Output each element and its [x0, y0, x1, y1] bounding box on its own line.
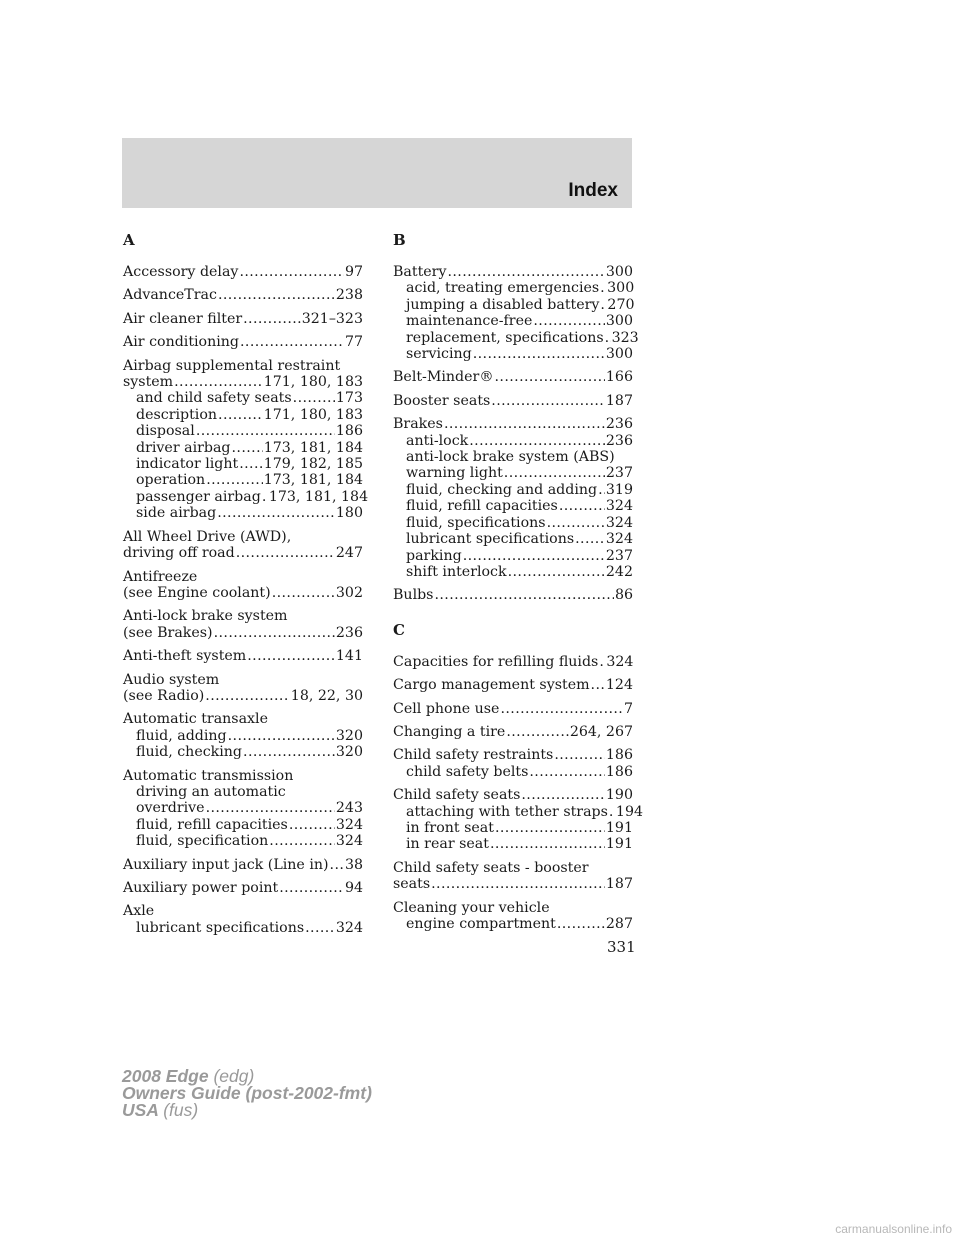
entry-label: fluid, checking and adding: [406, 481, 598, 498]
index-entry: [393, 587, 633, 603]
entry-page-ref: 300: [607, 280, 635, 297]
entry-label: fluid, specifications: [406, 514, 546, 531]
entry-page-ref: 18, 22, 30: [290, 687, 363, 704]
entry-label: fluid, refill capacities: [406, 498, 558, 515]
dot-leader: [600, 280, 606, 296]
index-subentry: [123, 800, 363, 816]
dot-leader: [591, 677, 605, 693]
entry-label: Cell phone use: [393, 700, 500, 717]
entry-label: Airbag supplemental restraint: [123, 357, 341, 374]
footer-line-2: Owners Guide (post-2002-fmt): [122, 1083, 372, 1103]
index-subentry: [123, 784, 363, 800]
dot-leader: [473, 346, 605, 362]
entry-page-ref: 300: [605, 313, 633, 330]
index-entry: [393, 369, 633, 385]
entry-label: Cargo management system: [393, 677, 590, 694]
dot-leader: [232, 440, 263, 456]
entry-page-ref: 124: [605, 677, 633, 694]
entry-label: Anti-lock brake system: [123, 608, 288, 625]
entry-label: Axle: [123, 903, 155, 920]
entry-label: seats: [393, 876, 431, 893]
index-subentry: [123, 505, 363, 521]
entry-page-ref: 97: [344, 264, 363, 280]
entry-label: in rear seat: [406, 836, 489, 853]
index-entry: [123, 903, 363, 936]
entry-label: Battery: [393, 264, 447, 280]
index-entry-line: [393, 876, 633, 892]
entry-page-ref: 324: [335, 833, 363, 850]
dot-leader: [214, 625, 335, 641]
entry-page-ref: 287: [605, 916, 633, 932]
entry-label: lubricant specifications: [136, 919, 305, 936]
index-subentry: [393, 346, 633, 362]
entry-page-ref: 173, 181, 184: [268, 488, 369, 505]
dot-leader: [495, 820, 605, 836]
entry-label: (see Brakes): [123, 624, 213, 641]
entry-label: Air conditioning: [123, 334, 239, 351]
index-subentry: [123, 833, 363, 849]
index-entry-line: [123, 903, 363, 919]
index-subentry: [393, 531, 633, 547]
dot-leader: [279, 880, 344, 896]
entry-label: driver airbag: [136, 439, 231, 456]
dot-leader: [609, 804, 615, 820]
entry-label: side airbag: [136, 505, 217, 522]
page-title: Index: [568, 180, 618, 201]
index-subentry: [123, 390, 363, 406]
index-subentry: [393, 433, 633, 449]
index-column-right: [393, 231, 644, 939]
entry-page-ref: 186: [335, 423, 363, 440]
document-footer: [122, 1068, 372, 1119]
entry-page-ref: 324: [335, 816, 363, 833]
index-entry-line: [123, 672, 363, 688]
entry-page-ref: 186: [605, 747, 633, 764]
entry-label: Anti-theft system: [123, 648, 247, 665]
footer-model: 2008 Edge: [122, 1066, 209, 1086]
entry-label: maintenance-free: [406, 313, 533, 330]
index-entry: [393, 677, 633, 693]
dot-leader: [431, 876, 605, 892]
dot-leader: [598, 482, 605, 498]
index-subentry: [393, 280, 633, 296]
index-entry: [123, 880, 363, 896]
entry-page-ref: 324: [606, 653, 634, 670]
dot-leader: [575, 531, 605, 547]
index-subentry: [123, 440, 363, 456]
index-entry: [393, 654, 633, 670]
dot-leader: [508, 564, 605, 580]
entry-label: Air cleaner filter: [123, 310, 243, 327]
entry-page-ref: 77: [344, 334, 363, 351]
entry-label: description: [136, 406, 218, 423]
dot-leader: [500, 701, 623, 717]
index-subentry: [393, 515, 633, 531]
index-entry-line: [393, 654, 633, 670]
entry-page-ref: 323: [611, 329, 639, 346]
dot-leader: [600, 297, 606, 313]
dot-leader: [490, 836, 605, 852]
index-entry-line: [393, 860, 633, 876]
index-subentry: [123, 407, 363, 423]
entry-label: Automatic transmission: [123, 767, 294, 784]
entry-label: driving off road: [123, 545, 235, 562]
dot-leader: [205, 688, 290, 704]
entry-label: servicing: [406, 346, 472, 363]
entry-label: Audio system: [123, 671, 220, 688]
index-entry-line: [123, 545, 363, 561]
index-entry-line: [123, 569, 363, 585]
dot-leader: [463, 548, 605, 564]
entry-page-ref: 187: [605, 392, 633, 409]
entry-label: Bulbs: [393, 587, 434, 604]
dot-leader: [533, 313, 605, 329]
dot-leader: [262, 489, 268, 505]
index-entry-line: [123, 529, 363, 545]
index-entry-line: [123, 857, 363, 873]
dot-leader: [289, 817, 335, 833]
entry-page-ref: 321–323: [301, 310, 363, 327]
entry-page-ref: 190: [605, 787, 633, 804]
entry-page-ref: 187: [605, 876, 633, 893]
index-subentry: [123, 423, 363, 439]
footer-market: USA: [122, 1100, 159, 1120]
entry-label: fluid, checking: [136, 744, 243, 761]
entry-page-ref: 324: [605, 498, 633, 515]
index-entry-line: [123, 608, 363, 624]
entry-label: engine compartment: [406, 916, 556, 932]
entry-page-ref: 243: [335, 800, 363, 817]
dot-leader: [447, 264, 604, 280]
index-entry-line: [393, 900, 633, 916]
dot-leader: [559, 498, 605, 514]
entry-page-ref: 173, 181, 184: [263, 472, 363, 489]
entry-label: indicator light: [136, 456, 239, 473]
entry-label: AdvanceTrac: [123, 287, 217, 304]
dot-leader: [218, 407, 263, 423]
entry-page-ref: 300: [605, 346, 633, 363]
index-entry: [393, 860, 633, 893]
entry-label: warning light: [406, 465, 503, 482]
index-subentry: [123, 744, 363, 760]
index-section-letter: C: [393, 620, 405, 639]
entry-page-ref: 319: [605, 481, 633, 498]
dot-leader: [240, 334, 344, 350]
entry-label: fluid, refill capacities: [136, 816, 288, 833]
dot-leader: [495, 369, 605, 385]
index-entry-line: [393, 587, 633, 603]
index-subentry: [393, 836, 633, 852]
index-entry: [393, 724, 633, 740]
index-entry-line: [393, 747, 633, 763]
entry-page-ref: 264, 267: [569, 723, 633, 740]
entry-page-ref: 7: [623, 700, 633, 717]
index-entry-line: [123, 711, 363, 727]
entry-page-ref: 302: [335, 584, 363, 601]
index-subentry: [393, 548, 633, 564]
dot-leader: [521, 787, 605, 803]
entry-page-ref: 324: [605, 531, 633, 548]
entry-label: child safety belts: [406, 763, 529, 780]
entry-label: Brakes: [393, 416, 443, 433]
index-subentry: [123, 488, 369, 505]
entry-label: Auxiliary power point: [123, 880, 279, 896]
entry-label: jumping a disabled battery: [406, 296, 600, 313]
index-subentry: [393, 329, 639, 346]
dot-leader: [217, 505, 335, 521]
entry-page-ref: 191: [605, 836, 633, 853]
index-column-left: [123, 231, 369, 943]
dot-leader: [293, 390, 335, 406]
index-entry: [123, 357, 369, 522]
dot-leader: [557, 916, 605, 932]
index-entry-line: [123, 648, 363, 664]
index-subentry: [393, 820, 633, 836]
dot-leader: [243, 311, 301, 327]
index-entry-line: [393, 724, 633, 740]
index-entry-line: [123, 358, 363, 374]
index-entry: [393, 393, 633, 409]
entry-page-ref: 300: [605, 264, 633, 280]
watermark: carmanualsonline.info: [835, 1222, 952, 1236]
entry-page-ref: 238: [335, 287, 363, 304]
entry-page-ref: 173: [335, 390, 363, 407]
index-entry-line: [123, 768, 363, 784]
index-entry: [393, 701, 633, 717]
index-subentry: [393, 313, 633, 329]
entry-page-ref: 320: [335, 744, 363, 761]
index-subentry: [123, 920, 363, 936]
entry-label: Auxiliary input jack (Line in): [123, 856, 329, 873]
entry-label: Accessory delay: [123, 264, 239, 280]
entry-page-ref: 94: [344, 880, 363, 896]
index-entry: [123, 529, 363, 562]
index-entry-line: [123, 625, 363, 641]
page-number: 331: [607, 938, 636, 956]
dot-leader: [236, 545, 335, 561]
index-entry-line: [393, 787, 633, 803]
entry-page-ref: 324: [605, 514, 633, 531]
entry-page-ref: 236: [605, 416, 633, 433]
entry-page-ref: 320: [335, 727, 363, 744]
index-entry: [123, 608, 363, 641]
entry-page-ref: 141: [335, 648, 363, 665]
entry-label: Antifreeze: [123, 568, 198, 585]
entry-page-ref: 237: [605, 547, 633, 564]
header-band: [122, 138, 632, 208]
entry-page-ref: 171, 180, 183: [263, 374, 363, 391]
index-entry-line: [393, 369, 633, 385]
entry-label: lubricant specifications: [406, 531, 575, 548]
entry-label: driving an automatic: [136, 783, 286, 800]
dot-leader: [272, 585, 335, 601]
index-subentry: [393, 465, 633, 481]
index-entry-line: [123, 688, 363, 704]
entry-page-ref: 171, 180, 183: [263, 406, 363, 423]
index-subentry: [393, 482, 633, 498]
dot-leader: [206, 800, 335, 816]
index-entry: [123, 857, 363, 873]
index-subentry: [393, 803, 644, 820]
entry-label: attaching with tether straps: [406, 803, 608, 820]
index-entry-line: [393, 393, 633, 409]
index-subentry: [393, 297, 633, 313]
entry-page-ref: 194: [615, 803, 644, 820]
dot-leader: [305, 920, 335, 936]
dot-leader: [554, 747, 605, 763]
dot-leader: [330, 857, 344, 873]
index-subentry: [123, 472, 363, 488]
dot-leader: [206, 472, 263, 488]
entry-page-ref: 236: [605, 432, 633, 449]
entry-label: operation: [136, 472, 206, 489]
entry-label: Changing a tire: [393, 723, 506, 740]
dot-leader: [243, 744, 335, 760]
entry-label: system: [123, 374, 174, 391]
index-entry: [123, 311, 363, 327]
index-entry-line: [123, 334, 363, 350]
dot-leader: [444, 416, 605, 432]
entry-page-ref: 242: [605, 563, 633, 580]
entry-label: acid, treating emergencies: [406, 280, 600, 297]
index-subentry: [393, 916, 633, 932]
entry-page-ref: 236: [335, 624, 363, 641]
index-entry: [123, 287, 363, 303]
index-entry: [393, 900, 633, 933]
index-entry: [393, 416, 633, 580]
entry-label: passenger airbag: [136, 488, 261, 505]
index-subentry: [393, 449, 633, 465]
index-subentry: [393, 498, 633, 514]
entry-label: All Wheel Drive (AWD),: [123, 528, 292, 545]
entry-label: Automatic transaxle: [123, 711, 268, 728]
entry-label: fluid, specification: [136, 833, 269, 850]
entry-label: replacement, specifications: [406, 329, 604, 346]
dot-leader: [506, 724, 568, 740]
entry-page-ref: 186: [605, 763, 633, 780]
index-entry-line: [123, 287, 363, 303]
index-subentry: [393, 764, 633, 780]
index-entry-line: [393, 416, 633, 432]
dot-leader: [469, 433, 605, 449]
entry-page-ref: 237: [605, 465, 633, 482]
index-entry: [393, 264, 639, 363]
footer-line-3: [122, 1102, 372, 1119]
index-entry: [123, 264, 363, 280]
dot-leader: [196, 423, 335, 439]
index-entry: [393, 787, 644, 853]
entry-page-ref: 166: [605, 369, 633, 386]
dot-leader: [247, 648, 335, 664]
dot-leader: [239, 264, 344, 280]
dot-leader: [174, 374, 263, 390]
dot-leader: [434, 587, 613, 603]
dot-leader: [529, 764, 605, 780]
entry-label: anti-lock brake system (ABS): [406, 449, 615, 466]
entry-label: shift interlock: [406, 563, 507, 580]
entry-label: Capacities for refilling fluids: [393, 653, 599, 670]
index-entry: [123, 768, 363, 850]
index-entry: [123, 648, 363, 664]
entry-label: anti-lock: [406, 432, 469, 449]
entry-page-ref: 247: [335, 545, 363, 562]
index-entry-line: [393, 701, 633, 717]
entry-label: Child safety restraints: [393, 747, 554, 764]
dot-leader: [599, 654, 605, 670]
entry-label: (see Engine coolant): [123, 584, 271, 601]
entry-label: parking: [406, 547, 462, 564]
footer-market-code: (fus): [163, 1100, 199, 1120]
entry-page-ref: 270: [607, 296, 635, 313]
entry-page-ref: 324: [335, 919, 363, 936]
index-subentry: [123, 817, 363, 833]
entry-label: and child safety seats: [136, 390, 292, 407]
entry-label: fluid, adding: [136, 727, 227, 744]
dot-leader: [228, 728, 335, 744]
entry-page-ref: 191: [605, 819, 633, 836]
footer-model-code: (edg): [213, 1066, 255, 1086]
index-entry: [123, 334, 363, 350]
entry-label: Child safety seats: [393, 787, 521, 804]
index-entry-line: [123, 264, 363, 280]
dot-leader: [504, 465, 605, 481]
dot-leader: [605, 330, 611, 346]
entry-label: Belt-Minder®: [393, 369, 494, 386]
entry-label: (see Radio): [123, 687, 205, 704]
entry-label: Child safety seats - booster: [393, 859, 589, 876]
index-entry-line: [393, 264, 633, 280]
index-entry-line: [123, 374, 363, 390]
entry-label: disposal: [136, 423, 195, 440]
entry-page-ref: 180: [335, 505, 363, 522]
index-entry: [393, 747, 633, 780]
index-subentry: [123, 728, 363, 744]
index-entry: [123, 672, 363, 705]
entry-page-ref: 86: [614, 587, 633, 604]
index-entry-line: [393, 677, 633, 693]
index-entry-line: [123, 311, 363, 327]
dot-leader: [547, 515, 605, 531]
index-entry-line: [123, 880, 363, 896]
entry-label: overdrive: [136, 800, 205, 817]
entry-page-ref: 179, 182, 185: [263, 456, 363, 473]
entry-page-ref: 173, 181, 184: [263, 439, 363, 456]
entry-page-ref: 38: [344, 856, 363, 873]
index-section-letter: A: [123, 231, 135, 249]
index-entry: [123, 569, 363, 602]
entry-label: Cleaning your vehicle: [393, 899, 550, 916]
dot-leader: [218, 287, 335, 303]
dot-leader: [269, 833, 335, 849]
index-entry: [123, 711, 363, 760]
dot-leader: [239, 456, 262, 472]
index-subentry: [123, 456, 363, 472]
entry-label: Booster seats: [393, 392, 491, 409]
index-subentry: [393, 564, 633, 580]
dot-leader: [491, 393, 605, 409]
entry-label: in front seat: [406, 819, 494, 836]
index-entry-line: [123, 585, 363, 601]
index-section-letter: B: [393, 231, 406, 249]
